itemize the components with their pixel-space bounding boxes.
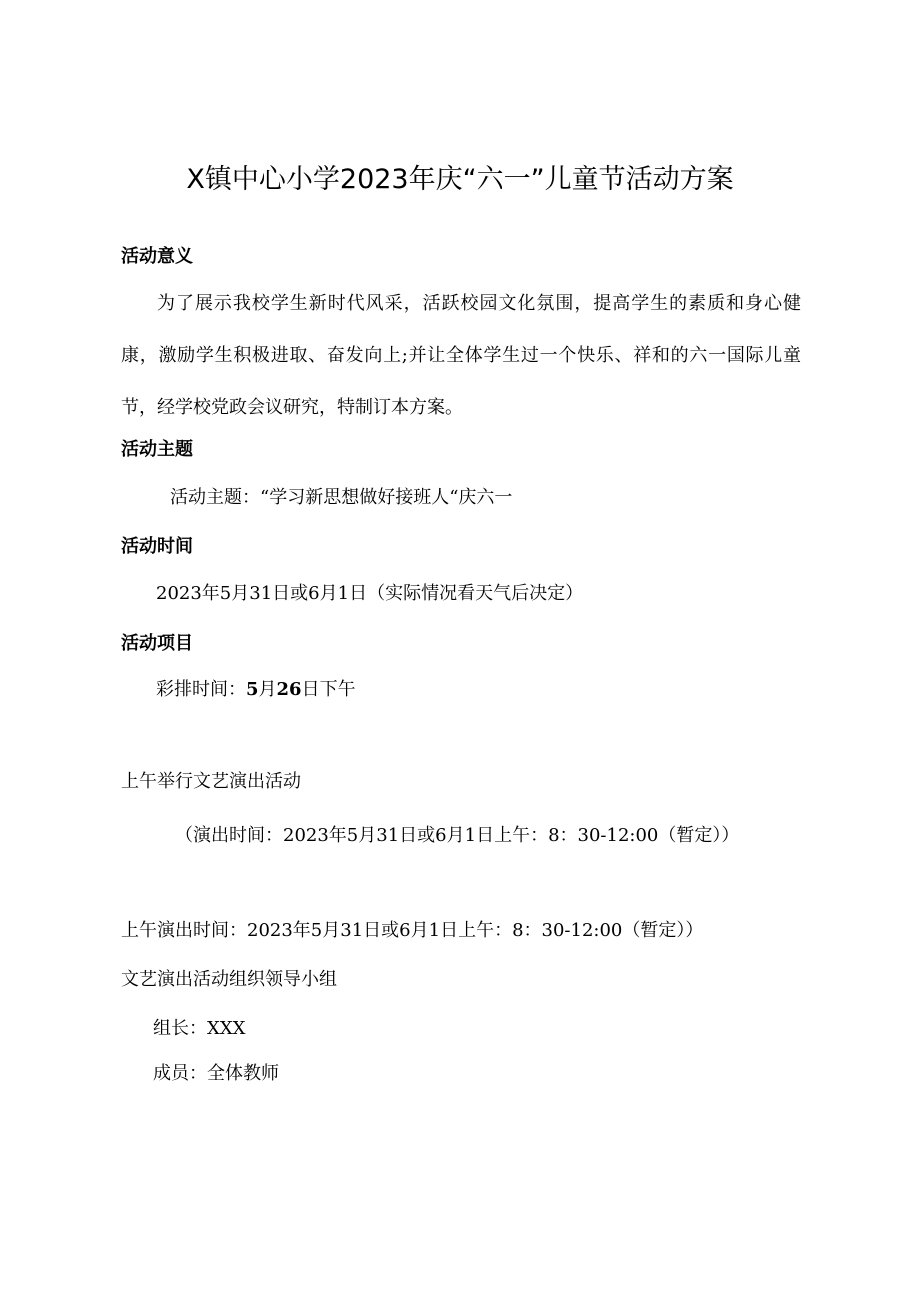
rehearsal-day-suffix: 日下午 (301, 679, 356, 700)
rehearsal-month-unit: 月 (258, 679, 277, 700)
group-members-text: 成员：全体教师 (153, 1063, 279, 1084)
heading-activity-theme: 活动主题 (121, 439, 193, 460)
rehearsal-time-label: 彩排时间： (156, 679, 246, 700)
activity-time-text: 2023年5月31日或6月1日（实际情况看天气后决定） (156, 583, 584, 604)
rehearsal-month: 5 (246, 679, 259, 700)
performance-time-paragraph: （演出时间：2023年5月31日或6月1日上午：8：30-12:00（暂定）） (175, 825, 740, 846)
heading-activity-project: 活动项目 (121, 633, 193, 654)
group-leader-text: 组长：XXX (153, 1018, 246, 1039)
document-title: X镇中心小学2023年庆“六一”儿童节活动方案 (186, 164, 734, 195)
rehearsal-day: 26 (276, 679, 302, 700)
leadership-group-text: 文艺演出活动组织领导小组 (121, 969, 337, 990)
morning-performance-time-text: 上午演出时间：2023年5月31日或6月1日上午：8：30-12:00（暂定）） (121, 920, 704, 941)
heading-activity-meaning: 活动意义 (121, 246, 193, 267)
rehearsal-time-line (156, 677, 356, 703)
heading-activity-time: 活动时间 (121, 536, 193, 557)
activity-theme-text: 活动主题：“学习新思想做好接班人“庆六一 (170, 487, 513, 508)
activity-meaning-paragraph: 为了展示我校学生新时代风采，活跃校园文化氛围，提高学生的素质和身心健康，激励学生积极进取、奋发向上;并让全体学生过一个快乐、祥和的六一国际儿童节，经学校党政会议研究，特制订本方案。 (121, 293, 801, 418)
morning-event-text: 上午举行文艺演出活动 (121, 771, 301, 792)
